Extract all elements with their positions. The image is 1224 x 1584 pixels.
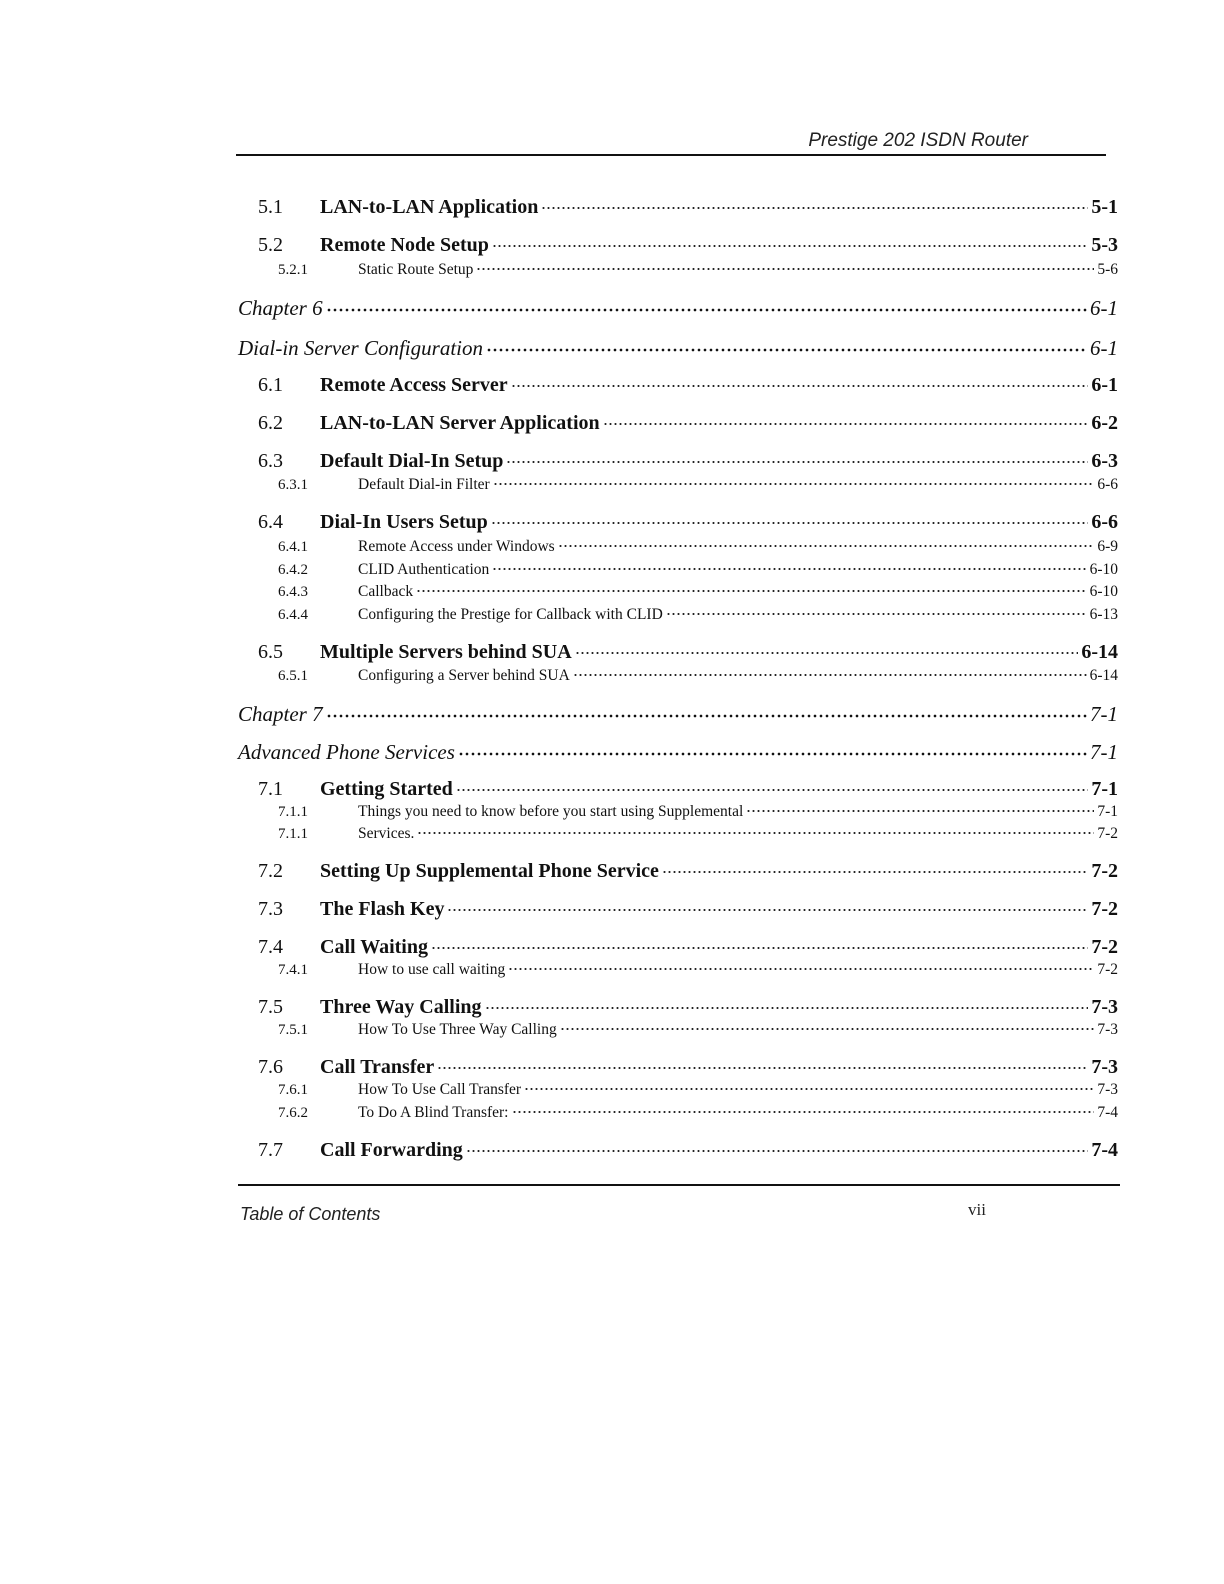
toc-entry-page: 7-2	[1097, 961, 1118, 978]
toc-section-entry	[238, 778, 1118, 801]
toc-entry-page: 6-2	[1091, 412, 1118, 434]
toc-entry-page: 7-1	[1091, 778, 1118, 800]
toc-entry-title: Configuring the Prestige for Callback with CLID	[358, 606, 663, 623]
toc-entry-page: 6-6	[1091, 511, 1118, 533]
toc-entry-page: 6-1	[1091, 374, 1118, 396]
toc-entry-page: 6-1	[1090, 336, 1118, 360]
toc-entry-number: 6.4.2	[278, 562, 308, 578]
toc-subsection-entry	[238, 1101, 1118, 1122]
toc-entry-title: Remote Node Setup	[320, 234, 489, 256]
toc-section-entry	[238, 234, 1118, 257]
toc-entry-page: 7-2	[1091, 898, 1118, 920]
toc-entry-number: 6.4.4	[278, 607, 308, 623]
toc-entry-number: 5.1	[258, 196, 283, 218]
toc-section-entry	[238, 511, 1118, 534]
toc-section-entry	[238, 196, 1118, 219]
toc-chapter-entry	[238, 740, 1118, 765]
toc-entry-page: 6-3	[1091, 450, 1118, 472]
footer-rule	[238, 1184, 1120, 1186]
toc-section-entry	[238, 996, 1118, 1019]
dot-leader	[492, 235, 1088, 251]
dot-leader	[437, 1057, 1088, 1073]
toc-section-entry	[238, 1056, 1118, 1079]
toc-section-entry	[238, 860, 1118, 883]
toc-entry-title: Default Dial-In Setup	[320, 450, 504, 472]
toc-entry-number: 7.4.1	[278, 962, 308, 978]
toc-section-entry	[238, 450, 1118, 473]
toc-entry-title: Multiple Servers behind SUA	[320, 641, 572, 663]
dot-leader	[511, 375, 1089, 391]
toc-entry-title: Advanced Phone Services	[238, 740, 455, 764]
toc-entry-page: 7-3	[1097, 1021, 1118, 1038]
toc-entry-title: Callback	[358, 583, 414, 600]
toc-entry-number: 6.5	[258, 641, 283, 663]
toc-entry-page: 5-3	[1091, 234, 1118, 256]
running-header: Prestige 202 ISDN Router	[808, 130, 1028, 151]
toc-entry-number: 7.5.1	[278, 1022, 308, 1038]
toc-entry-number: 7.2	[258, 860, 283, 882]
toc-entry-number: 7.1.1	[278, 826, 308, 842]
toc-entry-number: 6.5.1	[278, 668, 308, 684]
toc-chapter-entry	[238, 336, 1118, 361]
toc-subsection-entry	[238, 664, 1118, 685]
toc-section-entry	[238, 374, 1118, 397]
dot-leader	[575, 642, 1079, 658]
dot-leader	[662, 861, 1088, 877]
toc-entry-page: 6-13	[1089, 606, 1118, 623]
toc-section-entry	[238, 1139, 1118, 1162]
toc-chapter-entry	[238, 296, 1118, 321]
toc-subsection-entry	[238, 822, 1118, 843]
toc-entry-number: 7.3	[258, 898, 283, 920]
dot-leader	[431, 937, 1088, 953]
dot-leader	[447, 899, 1088, 915]
toc-entry-number: 7.6.1	[278, 1082, 308, 1098]
toc-entry-page: 7-4	[1091, 1139, 1118, 1161]
dot-leader	[508, 958, 1094, 974]
toc-entry-title: LAN-to-LAN Server Application	[320, 412, 600, 434]
dot-leader	[573, 664, 1087, 680]
dot-leader	[485, 997, 1089, 1013]
toc-entry-page: 6-14	[1081, 641, 1118, 663]
dot-leader	[326, 705, 1087, 721]
toc-subsection-entry	[238, 473, 1118, 494]
toc-entry-page: 7-3	[1097, 1081, 1118, 1098]
toc-entry-number: 6.4.1	[278, 539, 308, 555]
toc-entry-page: 6-1	[1090, 296, 1118, 320]
dot-leader	[492, 558, 1086, 574]
toc-section-entry	[238, 641, 1118, 664]
dot-leader	[666, 603, 1087, 619]
toc-entry-number: 6.1	[258, 374, 283, 396]
toc-entry-title: Call Forwarding	[320, 1139, 463, 1161]
toc-entry-page: 6-10	[1089, 583, 1118, 600]
dot-leader	[541, 197, 1088, 213]
toc-entry-title: How To Use Three Way Calling	[358, 1021, 557, 1038]
toc-entry-page: 7-4	[1097, 1104, 1118, 1121]
toc-entry-title: Services.	[358, 825, 415, 842]
toc-subsection-entry	[238, 258, 1118, 279]
toc-subsection-entry	[238, 1018, 1118, 1039]
toc-subsection-entry	[238, 580, 1118, 601]
toc-entry-number: 7.6	[258, 1056, 283, 1078]
toc-entry-title: Configuring a Server behind SUA	[358, 667, 570, 684]
toc-entry-page: 7-1	[1090, 702, 1118, 726]
toc-entry-title: LAN-to-LAN Application	[320, 196, 539, 218]
dot-leader	[476, 258, 1094, 274]
toc-entry-number: 6.3.1	[278, 477, 308, 493]
toc-entry-title: Remote Access under Windows	[358, 538, 555, 555]
dot-leader	[512, 1101, 1095, 1117]
toc-entry-page: 7-3	[1091, 1056, 1118, 1078]
toc-entry-title: Static Route Setup	[358, 261, 474, 278]
toc-entry-page: 6-6	[1097, 476, 1118, 493]
toc-entry-number: 7.1	[258, 778, 283, 800]
toc-entry-title: Call Waiting	[320, 936, 428, 958]
toc-entry-number: 6.4	[258, 511, 283, 533]
toc-entry-number: 7.1.1	[278, 804, 308, 820]
toc-entry-number: 7.7	[258, 1139, 283, 1161]
toc-entry-title: Call Transfer	[320, 1056, 435, 1078]
dot-leader	[458, 743, 1087, 759]
toc-entry-title: Chapter 6	[238, 296, 323, 320]
dot-leader	[416, 580, 1086, 596]
dot-leader	[486, 339, 1087, 355]
toc-entry-title: Getting Started	[320, 778, 453, 800]
toc-entry-number: 6.4.3	[278, 584, 308, 600]
toc-subsection-entry	[238, 535, 1118, 556]
toc-entry-title: Chapter 7	[238, 702, 323, 726]
dot-leader	[456, 779, 1089, 795]
footer-section-title: Table of Contents	[240, 1204, 381, 1224]
table-of-contents	[238, 0, 1118, 1584]
toc-entry-title: How to use call waiting	[358, 961, 506, 978]
toc-entry-page: 5-1	[1091, 196, 1118, 218]
toc-entry-number: 6.3	[258, 450, 283, 472]
toc-entry-page: 7-3	[1091, 996, 1118, 1018]
toc-entry-page: 6-14	[1089, 667, 1118, 684]
toc-section-entry	[238, 898, 1118, 921]
dot-leader	[491, 512, 1089, 528]
toc-entry-page: 7-1	[1090, 740, 1118, 764]
toc-section-entry	[238, 412, 1118, 435]
toc-entry-number: 5.2	[258, 234, 283, 256]
toc-entry-page: 7-2	[1091, 936, 1118, 958]
toc-entry-title: CLID Authentication	[358, 561, 490, 578]
toc-entry-title: Remote Access Server	[320, 374, 508, 396]
toc-entry-title: Default Dial-in Filter	[358, 476, 490, 493]
toc-entry-page: 7-1	[1097, 803, 1118, 820]
toc-entry-page: 6-10	[1089, 561, 1118, 578]
toc-entry-title: The Flash Key	[320, 898, 445, 920]
toc-subsection-entry	[238, 800, 1118, 821]
toc-subsection-entry	[238, 603, 1118, 624]
dot-leader	[524, 1078, 1094, 1094]
toc-entry-title: Dial-in Server Configuration	[238, 336, 483, 360]
toc-entry-title: To Do A Blind Transfer:	[358, 1104, 509, 1121]
dot-leader	[746, 800, 1094, 816]
dot-leader	[603, 413, 1089, 429]
toc-subsection-entry	[238, 558, 1118, 579]
dot-leader	[466, 1140, 1089, 1156]
toc-entry-number: 7.5	[258, 996, 283, 1018]
dot-leader	[558, 535, 1095, 551]
dot-leader	[326, 299, 1087, 315]
footer-page-number: vii	[968, 1200, 986, 1219]
dot-leader	[560, 1018, 1095, 1034]
dot-leader	[506, 451, 1088, 467]
dot-leader	[417, 822, 1094, 838]
toc-entry-title: Things you need to know before you start using Supplemental	[358, 803, 744, 820]
toc-entry-page: 7-2	[1091, 860, 1118, 882]
toc-entry-title: Three Way Calling	[320, 996, 482, 1018]
toc-entry-number: 7.4	[258, 936, 283, 958]
toc-entry-title: How To Use Call Transfer	[358, 1081, 522, 1098]
toc-subsection-entry	[238, 1078, 1118, 1099]
toc-entry-title: Dial-In Users Setup	[320, 511, 488, 533]
toc-entry-number: 6.2	[258, 412, 283, 434]
toc-entry-number: 7.6.2	[278, 1105, 308, 1121]
toc-entry-page: 6-9	[1097, 538, 1118, 555]
toc-entry-page: 7-2	[1097, 825, 1118, 842]
dot-leader	[493, 473, 1095, 489]
toc-entry-title: Setting Up Supplemental Phone Service	[320, 860, 659, 882]
toc-entry-number: 5.2.1	[278, 262, 308, 278]
toc-section-entry	[238, 936, 1118, 959]
toc-entry-page: 5-6	[1097, 261, 1118, 278]
toc-subsection-entry	[238, 958, 1118, 979]
toc-chapter-entry	[238, 702, 1118, 727]
